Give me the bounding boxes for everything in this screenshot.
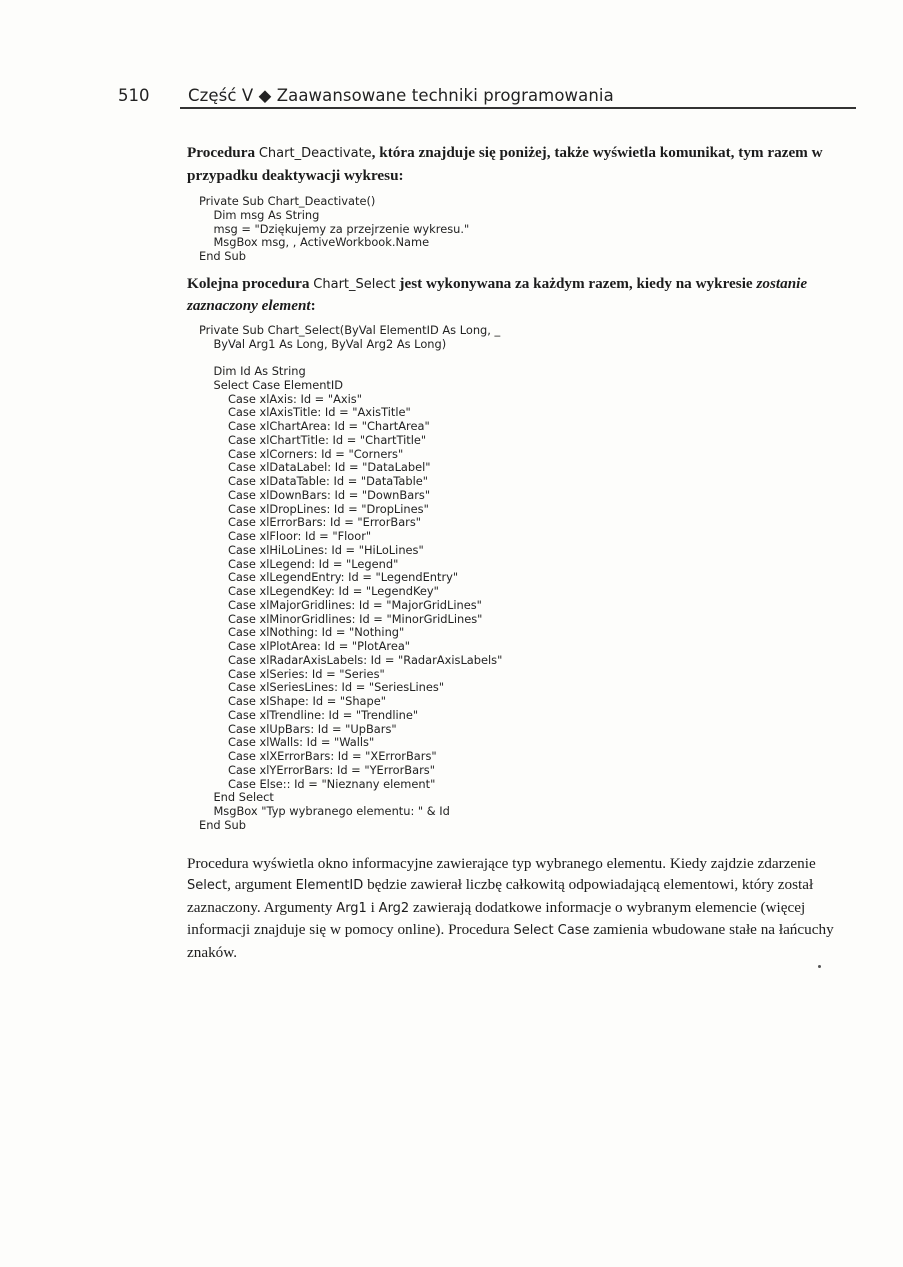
- p2-inline-code: Chart_Select: [313, 276, 396, 292]
- p3-text-b: , argument: [227, 876, 296, 893]
- p3-code-select-case: Select Case: [513, 923, 590, 938]
- p3-text-e: zawierają dodatkowe informacje o wybranym elemencie (więcej informacji znajduje się w pomocy online). Procedura: [187, 898, 806, 938]
- p1-text-b: , która znajduje się poniżej, także wyświetla komunikat, tym razem w przypadku deaktywacji wykresu:: [187, 144, 823, 184]
- header-rule: [180, 107, 856, 109]
- running-title: Część V ◆ Zaawansowane techniki programowania: [188, 86, 614, 105]
- p3-code-elementid: ElementID: [295, 878, 364, 893]
- p3-text-c: będzie zawierał liczbę całkowitą odpowiadającą elementowi, który został zaznaczony. Argumenty: [187, 876, 814, 916]
- code-listing-deactivate: Private Sub Chart_Deactivate() Dim msg As String msg = "Dziękujemy za przejrzenie wykresu." MsgBox msg, , ActiveWorkbook.Name End Sub: [199, 194, 470, 263]
- p2-text-d: :: [310, 297, 316, 315]
- paragraph-3: [187, 853, 857, 964]
- p3-code-arg1: Arg1: [336, 900, 367, 916]
- page-number: 510: [118, 86, 150, 105]
- p3-code-arg2: Arg2: [378, 900, 410, 916]
- p2-text-italic: zostanie zaznaczony element: [187, 274, 808, 315]
- p3-text-d: i: [366, 898, 379, 916]
- p1-inline-code: Chart_Deactivate: [258, 146, 372, 161]
- scan-speck: [818, 965, 821, 968]
- p3-text-f: zamienia wbudowane stałe na łańcuchy znaków.: [187, 921, 834, 961]
- p2-text-a: Kolejna procedura: [187, 274, 314, 292]
- paragraph-2: [187, 273, 857, 317]
- p3-code-select: Select: [187, 878, 228, 893]
- p2-text-b: jest wykonywana za każdym razem, kiedy na wykresie: [395, 274, 757, 292]
- page-body: [187, 142, 857, 963]
- code-listing-select: Private Sub Chart_Select(ByVal ElementID As Long, _ ByVal Arg1 As Long, ByVal Arg2 As Long) Dim Id As String Select Case ElementID Case xlAxis: Id = "Axis" Case xlAxisTitle: Id = "AxisTitle" Case xlChartArea: Id = "ChartArea" Case xlChartTitle: Id = "ChartTitle" Case xlCorners: Id = "Corners" Case xlDataLabel: Id = "DataLabel" Case xlDataTable: Id = "DataTable" Case xlDownBars: Id = "DownBars" Case xlDropLines: Id = "DropLines" Case xlErrorBars: Id = "ErrorBars" Case xlFloor: Id = "Floor" Case xlHiLoLines: Id = "HiLoLines" Case xlLegend: Id = "Legend" Case xlLegendEntry: Id = "LegendEntry" Case xlLegendKey: Id = "LegendKey" Case xlMajorGridlines: Id = "MajorGridLines" Case xlMinorGridlines: Id = "MinorGridLines" Case xlNothing: Id = "Nothing" Case xlPlotArea: Id = "PlotArea" Case xlRadarAxisLabels: Id = "RadarAxisLabels" Case xlSeries: Id = "Series" Case xlSeriesLines: Id = "SeriesLines" Case xlShape: Id = "Shape" Case xlTrendline: Id = "Trendline" Case xlUpBars: Id = "UpBars" Case xlWalls: Id = "Walls" Case xlXErrorBars: Id = "XErrorBars" Case xlYErrorBars: Id = "YErrorBars" Case Else:: Id = "Nieznany element" End Select MsgBox "Typ wybranego elementu: " & Id End Sub: [199, 322, 503, 832]
- paragraph-1: [187, 142, 857, 186]
- p1-text-a: Procedura: [187, 144, 259, 161]
- p3-text-a: Procedura wyświetla okno informacyjne zawierające typ wybranego elementu. Kiedy zajdzie zdarzenie: [187, 854, 816, 872]
